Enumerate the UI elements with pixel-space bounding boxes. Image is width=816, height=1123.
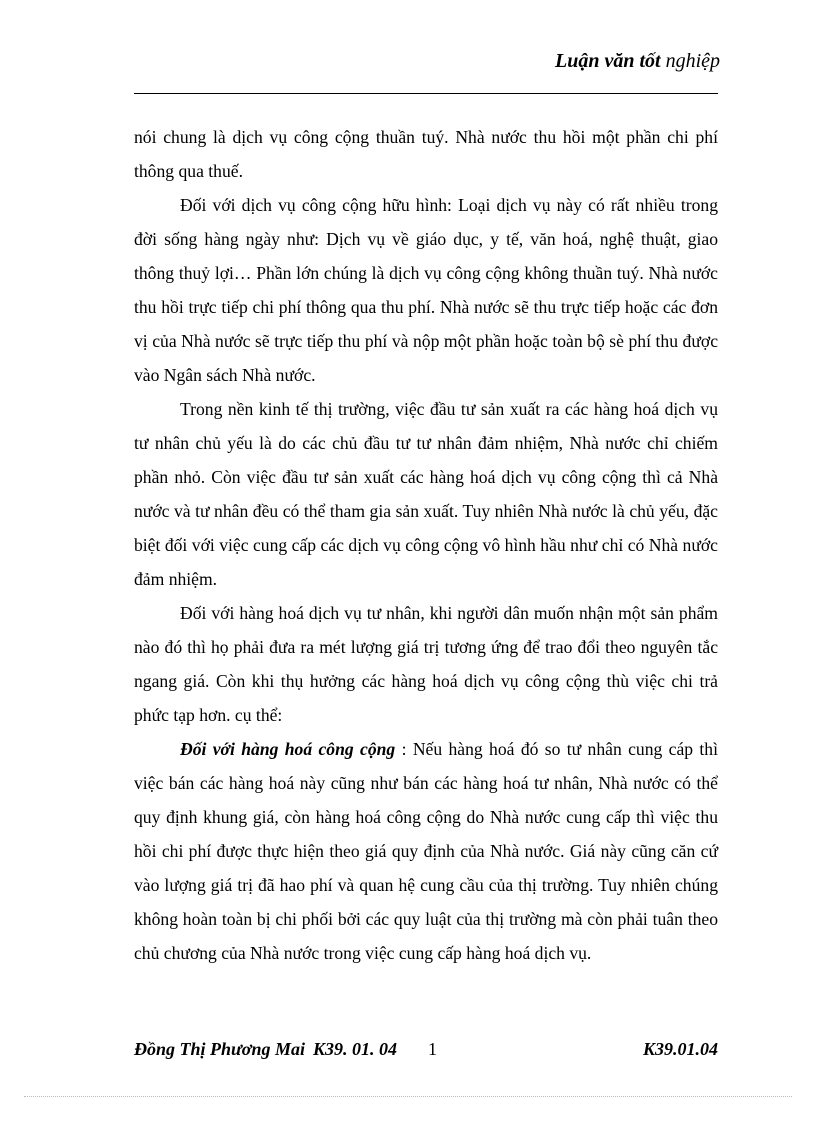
header-title-bold: Luận văn tốt [554, 50, 661, 72]
document-body [134, 120, 718, 970]
document-header-title [555, 50, 720, 73]
paragraph-1: nói chung là dịch vụ công cộng thuần tuý. Nhà nước thu hồi một phần chi phí thông qua thuế. [134, 127, 718, 181]
footer-author: Đồng Thị Phương Mai [134, 1039, 305, 1059]
paragraph-4: Đối với hàng hoá dịch vụ tư nhân, khi người dân muốn nhận một sản phẩm nào đó thì họ phải đưa ra mét lượng giá trị tương ứng để trao đổi theo nguyên tắc ngang giá. Còn khi thụ hưởng các hàng hoá dịch vụ công cộng thù việc chi trả phức tạp hơn. cụ thể: [134, 603, 718, 725]
page-number: 1 [428, 1039, 437, 1059]
document-footer [134, 1039, 718, 1065]
footer-code: K39. 01. 04 [312, 1039, 397, 1059]
header-title-rest: nghiệp [660, 50, 720, 72]
footer-right-code: K39.01.04 [642, 1039, 718, 1059]
footer-author-block [134, 1039, 397, 1060]
page-bottom-border [24, 1096, 792, 1097]
paragraph-5-emphasis: Đối với hàng hoá công cộng [180, 739, 396, 759]
paragraph-5-text: : Nếu hàng hoá đó so tư nhân cung cáp thì việc bán các hàng hoá này cũng như bán các hàng hoá tư nhân, Nhà nước có thể quy định khung giá, còn hàng hoá công cộng do Nhà nước cung cấp thì việc thu hồi chi phí được thực hiện theo giá quy định của Nhà nước. Giá này cũng căn cứ vào lượng giá trị đã hao phí và quan hệ cung cầu của thị trường. Tuy nhiên chúng không hoàn toàn bị chi phối bởi các quy luật của thị trường mà còn phải tuân theo chủ chương của Nhà nước trong việc cung cấp hàng hoá dịch vụ. [134, 739, 718, 963]
paragraph-2: Đối với dịch vụ công cộng hữu hình: Loại dịch vụ này có rất nhiều trong đời sống hàng ngày như: Dịch vụ về giáo dục, y tế, văn hoá, nghệ thuật, giao thông thuỷ lợi… Phần lớn chúng là dịch vụ công cộng không thuần tuý. Nhà nước thu hồi trực tiếp chi phí thông qua thu phí. Nhà nước sẽ thu trực tiếp hoặc các đơn vị của Nhà nước sẽ trực tiếp thu phí và nộp một phần hoặc toàn bộ sè phí thu được vào Ngân sách Nhà nước. [134, 195, 718, 385]
header-divider [134, 93, 718, 94]
paragraph-3: Trong nền kinh tế thị trường, việc đầu tư sản xuất ra các hàng hoá dịch vụ tư nhân chủ yếu là do các chủ đầu tư tư nhân đảm nhiệm, Nhà nước chỉ chiếm phần nhỏ. Còn việc đầu tư sản xuất các hàng hoá dịch vụ công cộng thì cả Nhà nước và tư nhân đều có thể tham gia sản xuất. Tuy nhiên Nhà nước là chủ yếu, đặc biệt đối với việc cung cấp các dịch vụ công cộng vô hình hầu như chỉ có Nhà nước đảm nhiệm. [134, 399, 718, 589]
paragraph-5 [134, 732, 718, 970]
